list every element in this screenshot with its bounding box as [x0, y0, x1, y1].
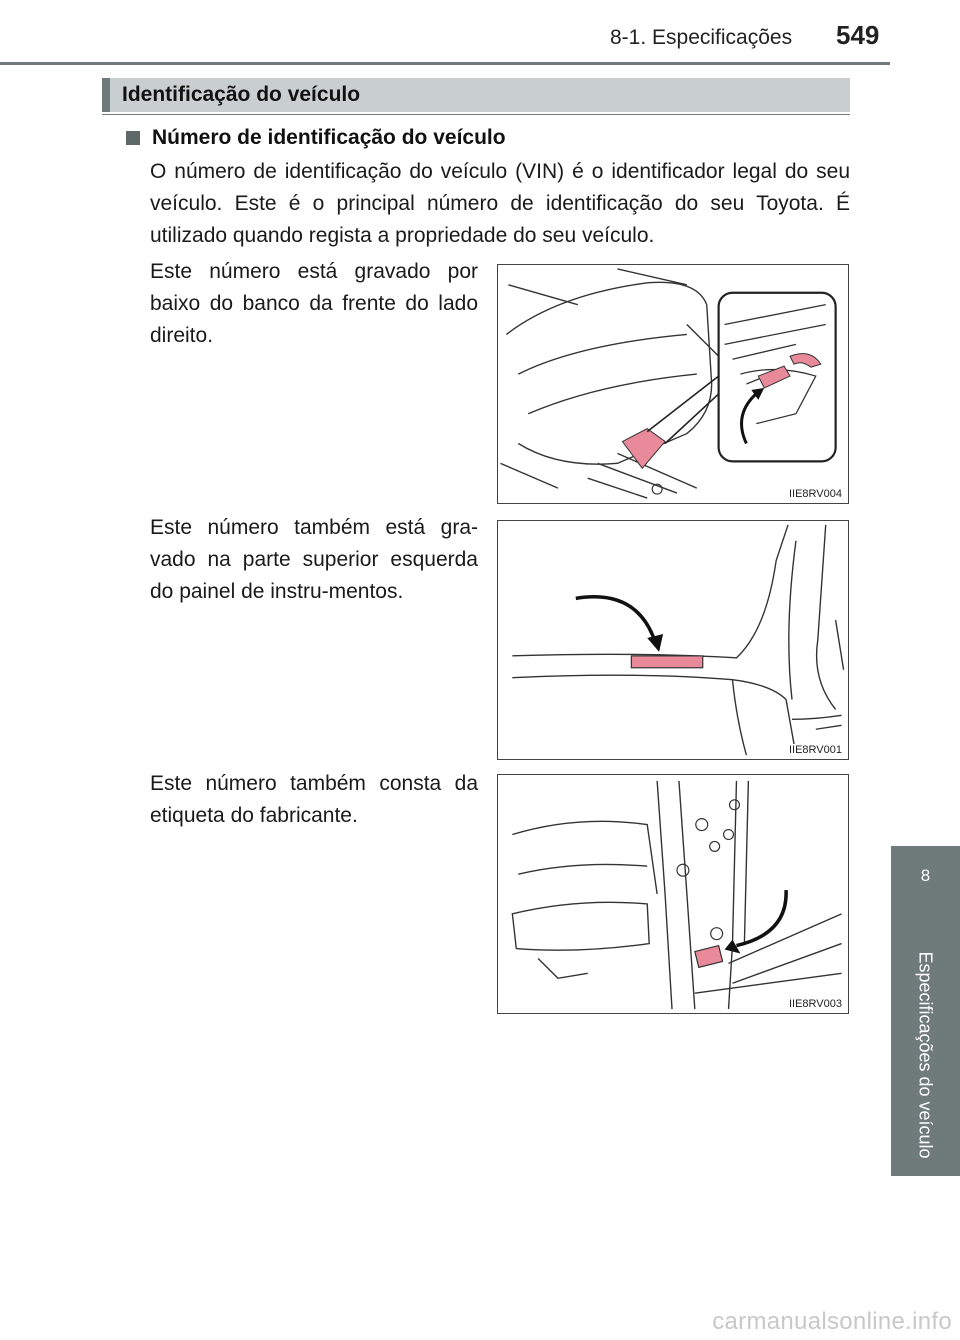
chapter-label: Especificações do veículo [915, 951, 936, 1159]
figure-seat-vin [497, 264, 849, 504]
figure-code: IIE8RV004 [788, 488, 842, 500]
section-title: Identificação do veículo [102, 78, 850, 112]
subheading-text: Número de identificação do veículo [152, 126, 506, 149]
figure-label-vin [497, 774, 849, 1014]
door-pillar-illustration [498, 775, 848, 1013]
dashboard-illustration [498, 521, 848, 759]
location-text-dashboard: Este número também está gra-vado na parte superior esquerda do painel de instru-mentos. [150, 516, 478, 603]
figure-dashboard-vin [497, 520, 849, 760]
section-underline [102, 114, 850, 115]
intro-paragraph: O número de identificação do veículo (VIN) é o identificador legal do seu veículo. Este é o principal número de identificação do seu Toyota. É utilizado quando regista a propriedade do seu veículo. [150, 160, 850, 247]
running-header-section: 8-1. Especificações [610, 26, 793, 49]
location-text-label: Este número também consta da etiqueta do fabricante. [150, 772, 478, 827]
figure-code: IIE8RV001 [788, 744, 842, 756]
page-number: 549 [836, 20, 880, 50]
figure-code: IIE8RV003 [788, 998, 842, 1010]
chapter-side-tab [891, 846, 960, 1176]
subheading [126, 126, 506, 150]
header-rule [0, 62, 890, 65]
seat-illustration [498, 265, 848, 503]
chapter-label-container [913, 940, 937, 1170]
watermark: carmanualsonline.info [712, 1308, 952, 1335]
square-bullet-icon [126, 131, 140, 145]
chapter-number: 8 [920, 866, 931, 885]
location-text-seat: Este número está gravado por baixo do banco da frente do lado direito. [150, 260, 478, 347]
